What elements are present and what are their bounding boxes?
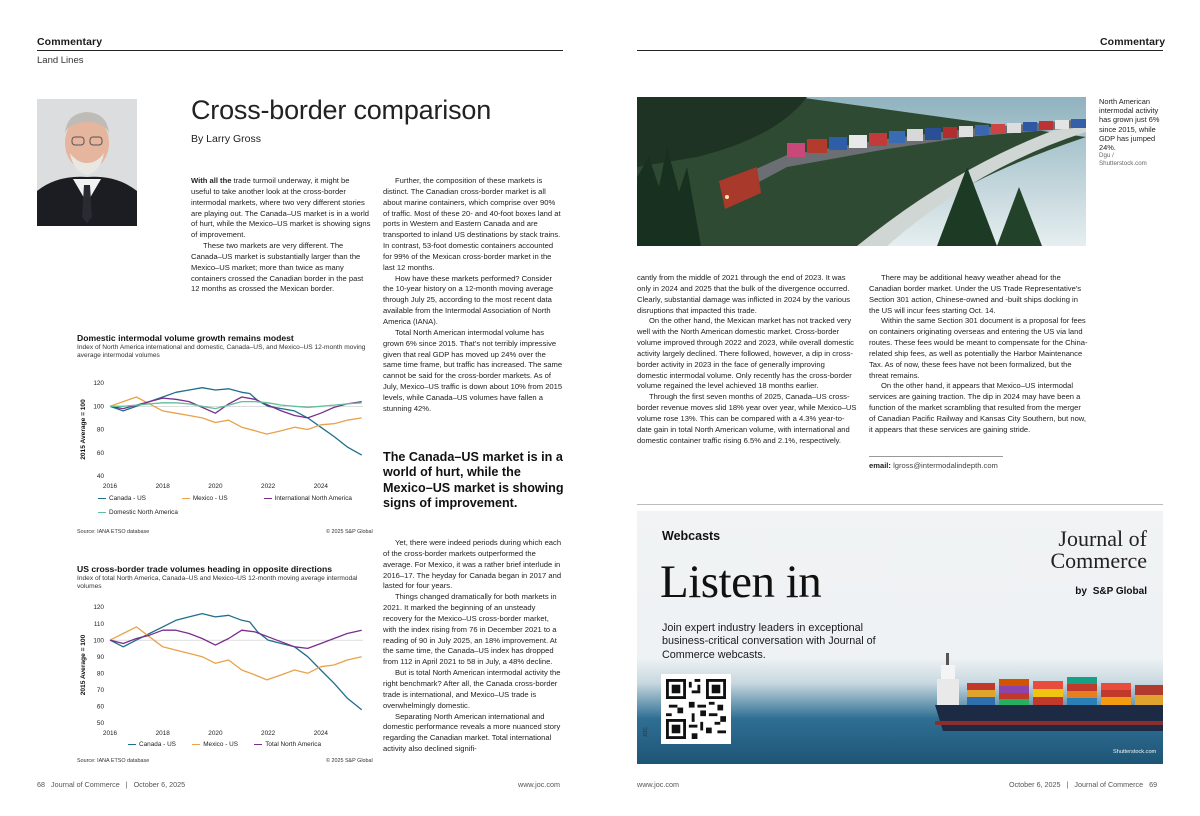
y-tick-label: 100 xyxy=(93,403,104,411)
sp-global-logo xyxy=(1067,586,1147,597)
chart-2-source: Source: IANA ETSO database xyxy=(77,758,150,764)
train-photo xyxy=(637,97,1086,246)
x-tick-label: 2016 xyxy=(102,730,118,737)
legend-item xyxy=(254,741,321,748)
photo-credit: Dgu / Shutterstock.com xyxy=(1099,152,1147,167)
series-line xyxy=(110,614,362,710)
x-tick-label: 2024 xyxy=(313,483,328,490)
x-tick-label: 2018 xyxy=(155,730,170,737)
author-email xyxy=(869,461,998,470)
footer-left xyxy=(37,780,185,789)
y-tick-label: 70 xyxy=(96,687,104,695)
series-line xyxy=(110,388,362,455)
x-tick-label: 2020 xyxy=(208,483,223,490)
legend-label: Mexico - US xyxy=(203,741,238,748)
qr-code-icon xyxy=(666,679,726,739)
photo-caption-block xyxy=(1099,97,1163,167)
legend-item xyxy=(264,495,352,502)
paragraph: Things changed dramatically for both markets in 2021. It marked the beginning of an unsteady recovery for the Mexico–US cross-border market, with the index rising from 76 in December 2021 to a reading of 90 in July 2025, an 18% improvement. At the same time, the Canada–US index has dropped from 112 in April 2021 to 58 in July, a 48% decline. xyxy=(383,592,557,667)
paragraph: Through the first seven months of 2025, Canada–US cross-border revenue moves slid 18% year over year, while Mexico–US volume rose 13%. This can be compared with a 4.3% year-to-date gain in total North American volume, with international and domestic container traffic rising 6.5% and 2.1%, respectively. xyxy=(637,392,857,445)
y-tick-label: 110 xyxy=(93,620,104,628)
paragraph xyxy=(191,176,371,241)
chart-title: Domestic intermodal volume growth remains modest xyxy=(77,333,294,343)
paragraph: These two markets are very different. The Canada–US market is substantially larger than the Mexico–US market; more than twice as many containers crossed the Canadian border in the past 12 months as crossed the Mexican border. xyxy=(191,241,364,294)
chart-title: US cross-border trade volumes heading in opposite directions xyxy=(77,564,332,574)
page-number: 69 xyxy=(1149,780,1158,789)
legend-item xyxy=(192,741,238,748)
paragraph: cantly from the middle of 2021 through the end of 2023. It was only in 2024 and 2025 that the bulk of the divergence occurred. Clearly, substantial damage was inflicted in 2024 by the various disruptions that impacted this trade. xyxy=(637,273,851,315)
legend-item xyxy=(128,741,176,748)
section-label-right: Commentary xyxy=(1100,36,1166,48)
email-rule xyxy=(869,456,1003,457)
chart-2 xyxy=(77,599,373,737)
y-tick-label: 120 xyxy=(93,604,104,612)
paragraph: Further, the composition of these markets is distinct. The Canadian cross-border market is all about marine containers, which comprise over 90% of traffic. Most of these 20- and 40-foot boxes land at ports in Western and Eastern Canada and are transported to inland US destinations by stack trains. In contrast, 53-foot domestic containers accounted for 99% of the Mexican cross-border market in the last 12 months. xyxy=(383,176,561,272)
webcasts-ad[interactable] xyxy=(637,511,1163,764)
qr-code[interactable] xyxy=(661,674,731,744)
container-ship-image xyxy=(927,649,1163,739)
ad-credit: Shutterstock.com xyxy=(1113,749,1157,755)
x-tick-label: 2022 xyxy=(261,730,276,737)
legend-label: Canada - US xyxy=(139,741,176,748)
y-tick-label: 80 xyxy=(96,670,104,678)
footer-separator: | xyxy=(1066,780,1069,789)
footer-separator: | xyxy=(125,780,128,789)
section-label-left: Commentary xyxy=(37,36,103,48)
footer-right xyxy=(1009,780,1157,789)
y-tick-label: 90 xyxy=(96,653,104,661)
email-label: email: xyxy=(869,461,891,470)
y-tick-label: 60 xyxy=(96,449,104,457)
column-name: Land Lines xyxy=(37,55,84,66)
lead-in: With all the xyxy=(191,176,232,185)
legend-item xyxy=(98,495,146,502)
header-rule-right xyxy=(637,50,1163,51)
paragraph: Within the same Section 301 document is a proposal for fees on containers originating overseas and entering the US via land routes. These fees would be meant to compensate for the China-related ship fees, as well as potentially the Harbor Maintenance Tax. As of now, these fees have not been formalized, but the threat remains. xyxy=(869,316,1088,380)
chart-subtitle: Index of North America international and domestic, Canada–US, and Mexico–US 12-month moving average intermodal volumes xyxy=(77,344,366,360)
chart-2-header xyxy=(77,564,373,591)
logo-by: by xyxy=(1075,586,1087,597)
series-line xyxy=(110,397,362,418)
headline: Cross-border comparison xyxy=(191,95,492,125)
chart-1-legend xyxy=(98,495,378,516)
x-tick-label: 2018 xyxy=(155,483,170,490)
paragraph: Total North American intermodal volume has grown 6% since 2015. That's not terribly impressive given that real GDP has moved up 24% over the same time frame, but traffic has increased. The same cannot be said for the cross-border markets. As of July, Mexico–US traffic is down about 10% from 2015 levels, while Canada–US volumes have fallen a stunning 42%. xyxy=(383,327,563,413)
legend-item xyxy=(182,495,228,502)
chart-2-legend xyxy=(128,741,368,748)
chart-1-header xyxy=(77,333,373,360)
legend-item xyxy=(98,509,378,516)
legend-label: Domestic North America xyxy=(109,509,178,516)
x-tick-label: 2016 xyxy=(102,483,118,490)
chart-1-source: Source: IANA ETSO database xyxy=(77,529,150,535)
article-column-1 xyxy=(191,176,371,295)
header-rule-left xyxy=(37,50,563,51)
issue-date: October 6, 2025 xyxy=(133,780,186,789)
paragraph: But is total North American intermodal activity the right benchmark? After all, the Canada cross-border trade is international, and Mexico–US trade is overwhelmingly domestic. xyxy=(383,668,561,710)
y-tick-label: 100 xyxy=(93,637,104,645)
logo-sp: S&P Global xyxy=(1092,586,1147,597)
email-link[interactable]: lgross@intermodalindepth.com xyxy=(893,461,998,470)
paragraph-text: trade turmoil underway, it might be useful to take another look at the cross-border intermodal markets, where two very different stories are playing out. The Canada–US market is in a world of hurt, while the Mexico–US market is showing signs of improvement. xyxy=(191,176,371,240)
pull-quote: The Canada–US market is in a world of hurt, while the Mexico–US market is showing signs of improvement. xyxy=(383,450,564,511)
ad-headline: Listen in xyxy=(660,556,822,608)
author-photo xyxy=(37,99,137,226)
series-line xyxy=(110,630,362,648)
article-column-2 xyxy=(383,176,563,415)
legend-label: Mexico - US xyxy=(192,495,228,502)
publication-name: Journal of Commerce xyxy=(1074,780,1144,789)
publication-name: Journal of Commerce xyxy=(51,780,120,789)
y-axis-title: 2015 Average = 100 xyxy=(80,634,87,696)
photo-caption: North American intermodal activity has grown just 6% since 2015, while GDP has jumped 24%. xyxy=(1099,97,1160,153)
chart-subtitle: Index of total North America, Canada–US and Mexico–US 12-month moving average intermodal volumes xyxy=(77,575,358,591)
byline: By Larry Gross xyxy=(191,133,262,145)
ad-kicker: Webcasts xyxy=(662,529,721,543)
paragraph: Separating North American international and domestic performance reveals a more nuanced story regarding the Canadian market. Total international activity also declined signifi- xyxy=(383,711,561,754)
x-tick-label: 2020 xyxy=(208,730,223,737)
intermodal-train-image xyxy=(637,97,1086,246)
paragraph: Yet, there were indeed periods during which each of the cross-border markets outperformed the average. For Mexico, it was a rather brief interlude in 2016–17. The heyday for Canada began in 2017 and lasted for four years. xyxy=(383,538,562,591)
article-column-3 xyxy=(637,273,857,447)
y-tick-label: 40 xyxy=(96,473,104,481)
footer-url-right[interactable]: www.joc.com xyxy=(637,780,679,789)
y-tick-label: 80 xyxy=(96,426,104,434)
paragraph: On the other hand, the Mexican market has not tracked very well with the North American domestic market. Cross-border volume improved through 2022 and 2023, while overall domestic activity largely declined. There followed, however, a dip in cross-border activity in 2023 in the face of generally improving domestic intermodal volume. Only recently has the cross-border volume regained the level achieved 18 months earlier. xyxy=(637,316,854,391)
chart-1-copyright: © 2025 S&P Global xyxy=(326,529,373,535)
footer-url-left[interactable]: www.joc.com xyxy=(518,780,560,789)
legend-label: International North America xyxy=(274,495,352,502)
page-number: 68 xyxy=(37,780,45,789)
paragraph: On the other hand, it appears that Mexico–US intermodal services are gaining traction. The dip in 2024 may have been a function of the market scrambling that resulted from the merger of Canadian Pacific Railway and Kansas City Southern, but now, it appears that these services are gaining stride. xyxy=(869,381,1086,434)
author-portrait-image xyxy=(37,99,137,226)
logo-line: Journal of xyxy=(1058,526,1147,551)
series-line xyxy=(110,627,362,680)
ad-code: JOC xyxy=(643,727,649,737)
paragraph: There may be additional heavy weather ahead for the Canadian border market. Under the US Trade Representative's Section 301 action, Chinese-owned and -built ships docking in the US will incur fees starting Oct. 14. xyxy=(869,273,1082,315)
article-column-4 xyxy=(869,273,1089,436)
y-tick-label: 120 xyxy=(93,380,104,388)
x-tick-label: 2024 xyxy=(313,730,328,737)
chart-2-copyright: © 2025 S&P Global xyxy=(326,758,373,764)
y-axis-title: 2015 Average = 100 xyxy=(80,399,87,460)
legend-label: Total North America xyxy=(265,741,321,748)
logo-line: Commerce xyxy=(1050,548,1147,573)
y-tick-label: 60 xyxy=(96,703,104,711)
ad-divider xyxy=(637,504,1163,505)
paragraph: How have these markets performed? Consider the 10-year history on a 12-month moving average through July 25, according to the most recent data available from the Intermodal Association of North America (IANA). xyxy=(383,273,554,326)
article-column-2-continued xyxy=(383,538,563,755)
x-tick-label: 2022 xyxy=(261,483,276,490)
y-tick-label: 50 xyxy=(96,720,104,728)
chart-1 xyxy=(77,375,373,490)
joc-logo xyxy=(1037,528,1147,572)
legend-label: Canada - US xyxy=(109,495,146,502)
issue-date: October 6, 2025 xyxy=(1009,780,1061,789)
ad-body: Join expert industry leaders in exceptional business-critical conversation with Journal of Commerce webcasts. xyxy=(662,622,876,661)
